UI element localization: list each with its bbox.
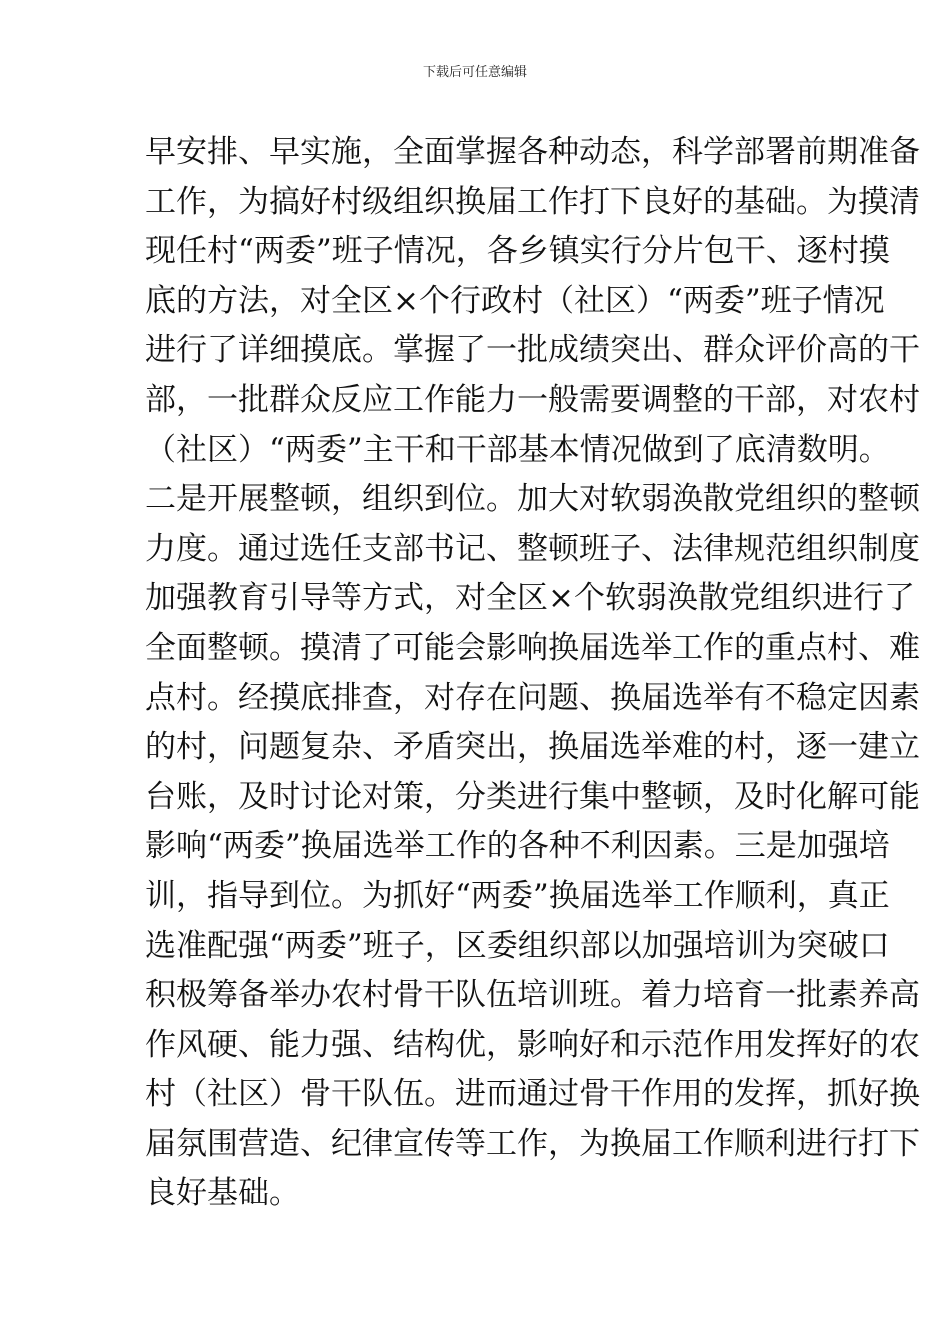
body-line: 作风硬、能力强、结构优，影响好和示范作用发挥好的农 [145,1026,920,1063]
page-header [0,64,950,82]
body-line: 底的方法，对全区×个行政村（社区）“两委”班子情况 [145,282,885,319]
body-line: 影响“两委”换届选举工作的各种不利因素。三是加强培 [145,828,890,865]
body-line: 村（社区）骨干队伍。进而通过骨干作用的发挥，抓好换 [145,1076,920,1113]
body-line: 届氛围营造、纪律宣传等工作，为换届工作顺利进行打下 [145,1125,920,1162]
body-line: 工作，为搞好村级组织换届工作打下良好的基础。为摸清 [145,183,920,220]
header-text: 下载后可任意编辑 [422,65,527,80]
body-line: 积极筹备举办农村骨干队伍培训班。着力培育一批素养高 [145,977,920,1014]
body-line: 训，指导到位。为抓好“两委”换届选举工作顺利，真正 [145,877,890,914]
body-line: （社区）“两委”主干和干部基本情况做到了底清数明。 [145,431,890,468]
document-body [145,128,920,1219]
body-line: 现任村“两委”班子情况，各乡镇实行分片包干、逐村摸 [145,233,890,270]
body-line: 点村。经摸底排查，对存在问题、换届选举有不稳定因素 [145,679,920,716]
body-line: 选准配强“两委”班子，区委组织部以加强培训为突破口 [145,927,890,964]
body-line: 部，一批群众反应工作能力一般需要调整的干部，对农村 [145,381,920,418]
body-line: 早安排、早实施，全面掌握各种动态，科学部署前期准备 [145,134,920,170]
body-line: 台账，及时讨论对策，分类进行集中整顿，及时化解可能 [145,778,920,815]
body-line: 加强教育引导等方式，对全区×个软弱涣散党组织进行了 [145,580,915,617]
body-line: 力度。通过选任支部书记、整顿班子、法律规范组织制度 [145,530,920,567]
body-line: 的村，问题复杂、矛盾突出，换届选举难的村，逐一建立 [145,729,920,766]
body-line: 全面整顿。摸清了可能会影响换届选举工作的重点村、难 [145,629,920,666]
body-line: 二是开展整顿，组织到位。加大对软弱涣散党组织的整顿 [145,481,920,518]
body-line: 良好基础。 [145,1175,300,1212]
body-line: 进行了详细摸底。掌握了一批成绩突出、群众评价高的干 [145,332,920,369]
